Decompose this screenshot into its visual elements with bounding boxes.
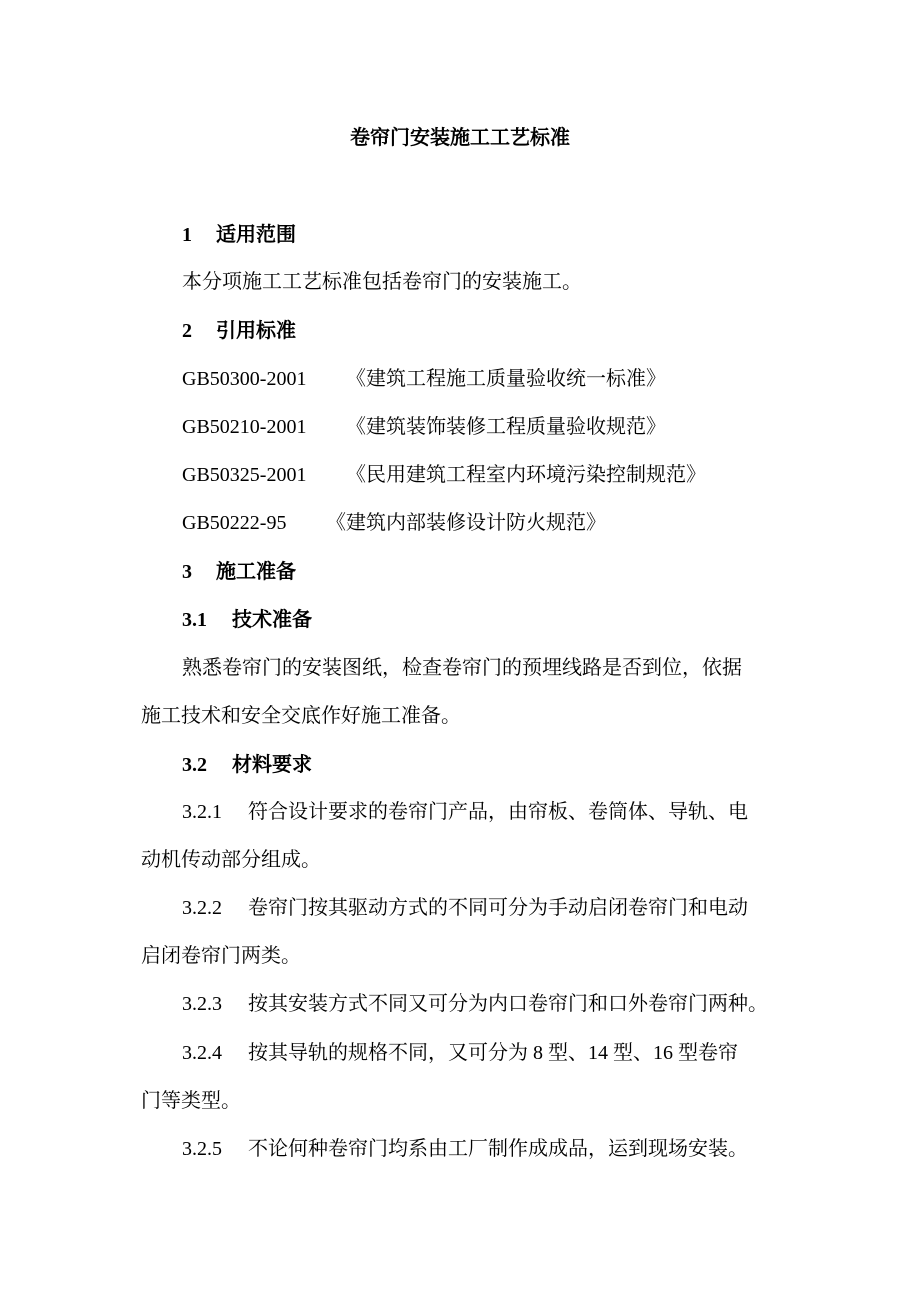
section-number: 3.1 [182, 609, 207, 631]
item-number: 3.2.5 [182, 1138, 222, 1160]
item-3-2-5 [182, 1136, 748, 1162]
item-3-2-4 [182, 1040, 738, 1066]
standard-code: GB50222-95 [182, 512, 287, 534]
item-number: 3.2.4 [182, 1042, 222, 1064]
item-3-2-4-continuation: 门等类型。 [141, 1090, 241, 1112]
item-number: 3.2.2 [182, 897, 222, 919]
standard-name: 《建筑工程施工质量验收统一标准》 [346, 368, 666, 390]
section-3-1-paragraph-line1: 熟悉卷帘门的安装图纸，检查卷帘门的预埋线路是否到位，依据 [182, 657, 742, 679]
item-3-2-2-continuation: 启闭卷帘门两类。 [141, 945, 301, 967]
section-3-1-heading [182, 606, 312, 633]
section-title: 引用标准 [216, 318, 296, 342]
section-title: 材料要求 [232, 752, 312, 776]
standard-code: GB50325-2001 [182, 464, 307, 486]
section-number: 1 [182, 224, 192, 246]
section-3-1-paragraph-line2: 施工技术和安全交底作好施工准备。 [141, 705, 461, 727]
item-text: 卷帘门按其驱动方式的不同可分为手动启闭卷帘门和电动 [248, 897, 748, 919]
item-text: 符合设计要求的卷帘门产品，由帘板、卷筒体、导轨、电 [248, 801, 748, 823]
item-3-2-2 [182, 895, 748, 921]
standard-name: 《民用建筑工程室内环境污染控制规范》 [346, 464, 706, 486]
standard-item [182, 414, 666, 440]
section-number: 3.2 [182, 754, 207, 776]
section-1-paragraph: 本分项施工工艺标准包括卷帘门的安装施工。 [182, 271, 582, 293]
section-3-heading [182, 558, 296, 585]
section-title: 技术准备 [232, 607, 312, 631]
item-3-2-1-continuation: 动机传动部分组成。 [141, 849, 321, 871]
item-number: 3.2.3 [182, 993, 222, 1015]
section-3-2-heading [182, 751, 312, 778]
standard-item [182, 510, 606, 536]
item-3-2-1 [182, 799, 748, 825]
section-2-heading [182, 317, 296, 344]
standard-item [182, 462, 706, 488]
page-title: 卷帘门安装施工工艺标准 [350, 125, 570, 149]
item-text: 不论何种卷帘门均系由工厂制作成成品，运到现场安装。 [248, 1138, 748, 1160]
section-1-heading [182, 221, 296, 248]
standard-code: GB50300-2001 [182, 368, 307, 390]
item-text: 按其导轨的规格不同，又可分为 8 型、14 型、16 型卷帘 [248, 1042, 738, 1064]
item-text: 按其安装方式不同又可分为内口卷帘门和口外卷帘门两种。 [248, 993, 768, 1015]
standard-code: GB50210-2001 [182, 416, 307, 438]
standard-item [182, 366, 666, 392]
section-number: 2 [182, 320, 192, 342]
section-number: 3 [182, 561, 192, 583]
section-title: 施工准备 [216, 559, 296, 583]
section-title: 适用范围 [216, 222, 296, 246]
standard-name: 《建筑内部装修设计防火规范》 [326, 512, 606, 534]
item-number: 3.2.1 [182, 801, 222, 823]
item-3-2-3 [182, 991, 768, 1017]
standard-name: 《建筑装饰装修工程质量验收规范》 [346, 416, 666, 438]
